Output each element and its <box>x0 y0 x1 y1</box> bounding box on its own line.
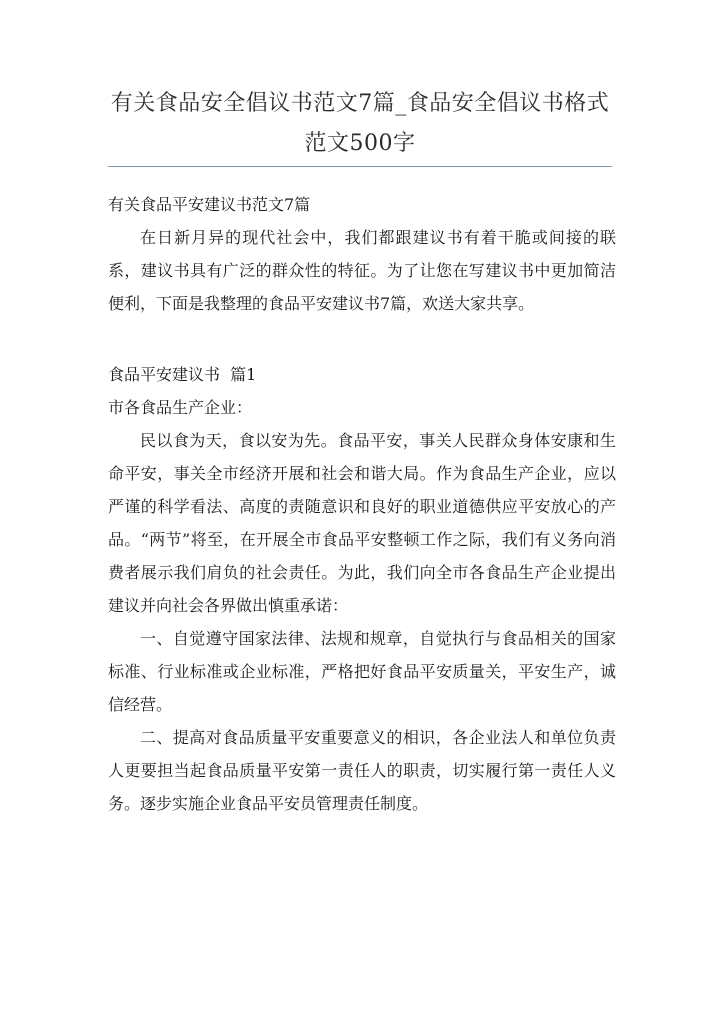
title-divider <box>108 166 612 167</box>
body-paragraph: 一、自觉遵守国家法律、法规和规章，自觉执行与食品相关的国家标准、行业标准或企业标准，严格把好食品平安质量关，平安生产，诚信经营。 <box>108 629 616 714</box>
salutation: 市各食品生产企业： <box>108 398 253 417</box>
document-title: 有关食品安全倡议书范文7篇_食品安全倡议书格式范文500字 <box>110 91 610 156</box>
body-paragraph: 民以食为天，食以安为先。食品平安，事关人民群众身体安康和生命平安，事关全市经济开展和社会和谐大局。作为食品生产企业，应以严谨的科学看法、高度的责随意识和良好的职业道德供应平安放心的产品。“两节”将至，在开展全市食品平安整顿工作之际，我们有义务向消费者展示我们肩负的社会责任。为此，我们向全市各食品生产企业提出建议并向社会各界做出慎重承诺： <box>108 431 616 615</box>
body-paragraph: 二、提高对食品质量平安重要意义的相识，各企业法人和单位负责人更要担当起食品质量平安第一责任人的职责，切实履行第一责任人义务。逐步实施企业食品平安员管理责任制度。 <box>108 728 616 813</box>
document-body <box>108 188 616 820</box>
subtitle: 有关食品平安建议书范文7篇 <box>108 195 311 214</box>
section-heading: 食品平安建议书 篇1 <box>108 365 257 384</box>
section-spacer <box>108 320 616 358</box>
intro-paragraph: 在日新月异的现代社会中，我们都跟建议书有着干脆或间接的联系，建议书具有广泛的群众性的特征。为了让您在写建议书中更加简洁便利，下面是我整理的食品平安建议书7篇，欢送大家共享。 <box>108 228 616 313</box>
